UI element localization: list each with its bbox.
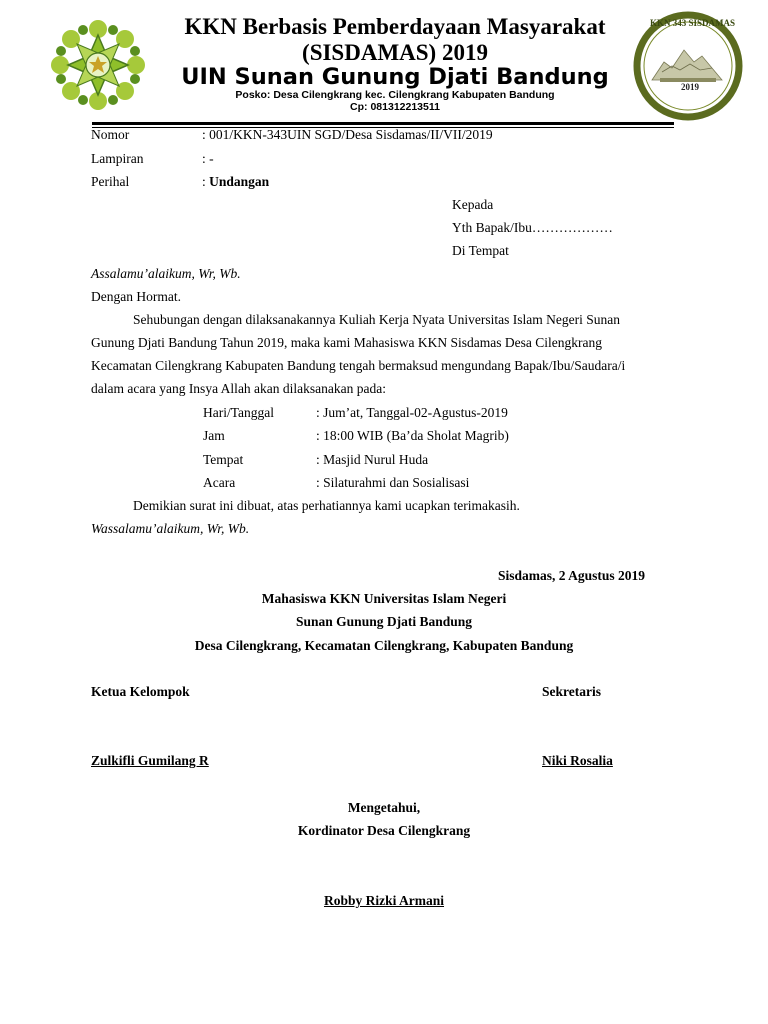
detail-label-tempat: Tempat: [203, 452, 244, 467]
org-line-3: Desa Cilengkrang, Kecamatan Cilengkrang, Kabupaten Bandung: [194, 638, 574, 653]
detail-label-jam: Jam: [203, 428, 225, 443]
seal-year-text: 2019: [681, 82, 699, 92]
perihal-value: Undangan: [209, 174, 270, 189]
recipient-tempat: Di Tempat: [452, 243, 509, 258]
header-posko: Posko: Desa Cilengkrang kec. Cilengkrang Kabupaten Bandung: [235, 89, 555, 101]
ketua-title: Ketua Kelompok: [91, 684, 190, 699]
detail-label-hari: Hari/Tanggal: [203, 405, 275, 420]
kordinator-title: Kordinator Desa Cilengkrang: [297, 823, 471, 838]
paragraph-line-4: dalam acara yang Insya Allah akan dilaksanakan pada:: [91, 381, 386, 396]
lampiran-value: : -: [202, 151, 214, 166]
header-title-line1: KKN Berbasis Pemberdayaan Masyarakat: [184, 14, 606, 39]
detail-value-jam: : 18:00 WIB (Ba’da Sholat Magrib): [316, 428, 509, 443]
org-line-2: Sunan Gunung Djati Bandung: [296, 614, 472, 629]
detail-value-tempat: : Masjid Nurul Huda: [316, 452, 429, 467]
paragraph-line-1: Sehubungan dengan dilaksanakannya Kuliah Kerja Nyata Universitas Islam Negeri Sunan: [133, 312, 620, 327]
org-line-1: Mahasiswa KKN Universitas Islam Negeri: [261, 591, 507, 606]
recipient-yth: Yth Bapak/Ibu………………: [452, 220, 613, 235]
recipient-kepada: Kepada: [452, 197, 494, 212]
mengetahui: Mengetahui,: [347, 800, 421, 815]
kordinator-name: Robby Rizki Armani: [323, 893, 445, 908]
ketua-name: Zulkifli Gumilang R: [91, 753, 209, 768]
dengan-hormat: Dengan Hormat.: [91, 289, 181, 304]
header-contact: Cp: 081312213511: [350, 101, 440, 113]
header-divider-thick: [92, 122, 674, 125]
perihal-value-row: [202, 174, 269, 190]
nomor-value: : 001/KKN-343UIN SGD/Desa Sisdamas/II/VII/2019: [202, 127, 493, 142]
kkn-star-logo: [44, 17, 152, 113]
detail-value-acara: : Silaturahmi dan Sosialisasi: [316, 475, 470, 490]
salam-closing: Wassalamu’alaikum, Wr, Wb.: [91, 521, 250, 536]
detail-value-hari: : Jum’at, Tanggal-02-Agustus-2019: [316, 405, 508, 420]
sekretaris-name: Niki Rosalia: [542, 753, 613, 768]
salam-opening: Assalamu’alaikum, Wr, Wb.: [91, 266, 241, 281]
closing-sentence: Demikian surat ini dibuat, atas perhatiannya kami ucapkan terimakasih.: [133, 498, 520, 513]
perihal-label: Perihal: [91, 174, 130, 189]
paragraph-line-2: Gunung Djati Bandung Tahun 2019, maka kami Mahasiswa KKN Sisdamas Desa Cilengkrang: [91, 335, 602, 350]
letter-date: Sisdamas, 2 Agustus 2019: [498, 568, 646, 583]
sekretaris-title: Sekretaris: [542, 684, 601, 699]
perihal-colon: :: [202, 174, 210, 189]
nomor-label: Nomor: [91, 127, 130, 142]
paragraph-line-3: Kecamatan Cilengkrang Kabupaten Bandung tengah bermaksud mengundang Bapak/Ibu/Saudara/i: [91, 358, 626, 373]
header-title-line3: UIN Sunan Gunung Djati Bandung: [181, 64, 609, 90]
detail-label-acara: Acara: [203, 475, 236, 490]
header-title-line2: (SISDAMAS) 2019: [302, 40, 488, 65]
seal-top-text: KKN 343 SISDAMAS: [650, 18, 736, 28]
lampiran-label: Lampiran: [91, 151, 144, 166]
